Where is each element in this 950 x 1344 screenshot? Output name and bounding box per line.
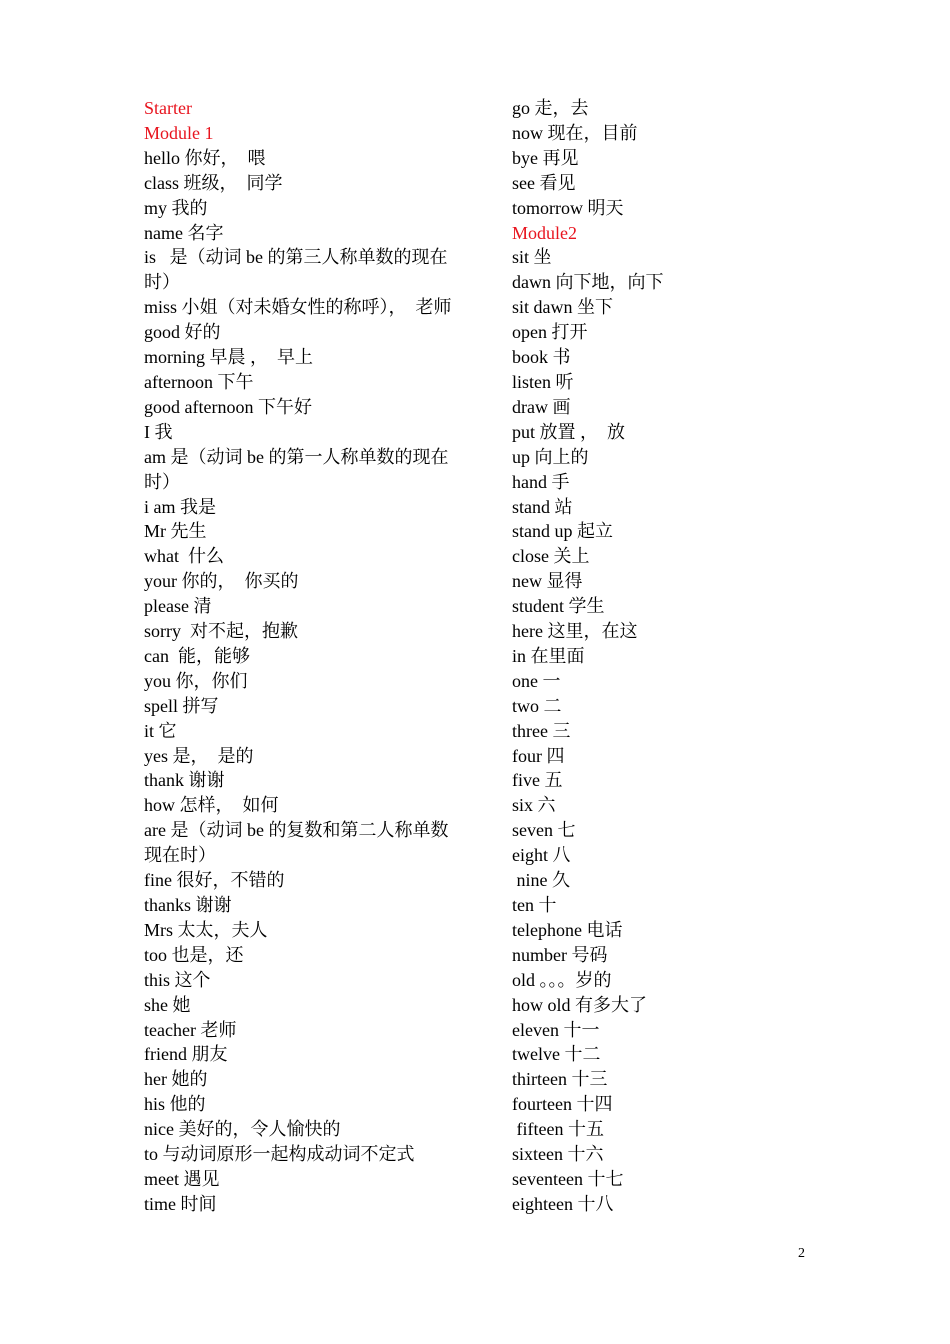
vocabulary-entry: six 六 [512, 795, 556, 816]
vocabulary-entry: two 二 [512, 695, 562, 716]
vocabulary-entry: close 关上 [512, 546, 590, 567]
vocabulary-entry: up 向上的 [512, 446, 589, 467]
vocabulary-entry: fine 很好，不错的 [144, 870, 285, 891]
vocabulary-entry: fourteen 十四 [512, 1094, 613, 1115]
vocabulary-entry: sorry 对不起，抱歉 [144, 621, 298, 642]
vocabulary-entry: nine 久 [512, 870, 570, 891]
vocabulary-entry: she 她 [144, 994, 191, 1015]
vocabulary-entry: fifteen 十五 [512, 1119, 604, 1140]
vocabulary-entry: twelve 十二 [512, 1044, 601, 1065]
vocabulary-entry: eight 八 [512, 845, 571, 866]
vocabulary-entry: hello 你好， 喂 [144, 147, 266, 168]
vocabulary-entry: see 看见 [512, 172, 576, 193]
vocabulary-entry: nice 美好的，令人愉快的 [144, 1119, 341, 1140]
vocabulary-entry: one 一 [512, 670, 561, 691]
page-number: 2 [798, 1246, 805, 1261]
vocabulary-entry: stand up 起立 [512, 521, 613, 542]
vocabulary-entry: telephone 电话 [512, 919, 623, 940]
vocabulary-entry: sixteen 十六 [512, 1144, 604, 1165]
vocabulary-entry: hand 手 [512, 471, 570, 492]
vocabulary-entry: can 能，能够 [144, 645, 250, 666]
vocabulary-entry: how old 有多大了 [512, 994, 647, 1015]
vocabulary-entry: meet 遇见 [144, 1168, 220, 1189]
vocabulary-entry: in 在里面 [512, 645, 585, 666]
vocabulary-entry: open 打开 [512, 322, 588, 343]
vocabulary-entry: good 好的 [144, 322, 221, 343]
vocabulary-entry: stand 站 [512, 496, 573, 517]
vocabulary-entry: four 四 [512, 745, 565, 766]
vocabulary-entry: Mrs 太太，夫人 [144, 919, 268, 940]
vocabulary-entry: seventeen 十七 [512, 1168, 624, 1189]
vocabulary-entry: number 号码 [512, 944, 608, 965]
section-heading: Starter [144, 98, 192, 118]
vocabulary-entry: here 这里，在这 [512, 621, 638, 642]
vocabulary-entry: time 时间 [144, 1193, 217, 1214]
vocabulary-entry: please 清 [144, 596, 212, 617]
vocabulary-entry: spell 拼写 [144, 695, 219, 716]
vocabulary-entry: yes 是， 是的 [144, 745, 254, 766]
vocabulary-entry: student 学生 [512, 596, 605, 617]
vocabulary-entry: i am 我是 [144, 496, 216, 517]
vocabulary-entry: go 走，去 [512, 98, 589, 118]
vocabulary-entry: her 她的 [144, 1069, 208, 1090]
vocabulary-entry: to 与动词原形一起构成动词不定式 [144, 1144, 415, 1165]
vocabulary-entry: afternoon 下午 [144, 371, 254, 392]
vocabulary-entry: sit 坐 [512, 247, 552, 268]
vocabulary-entry: class 班级， 同学 [144, 172, 283, 193]
vocabulary-entry: tomorrow 明天 [512, 197, 624, 218]
vocabulary-entry: old 。。。岁的 [512, 969, 612, 990]
vocabulary-entry: five 五 [512, 770, 563, 791]
vocabulary-entry: what 什么 [144, 546, 224, 567]
vocabulary-entry: am 是（动词 be 的第一人称单数的现在 [144, 446, 449, 467]
vocabulary-entry: is 是（动词 be 的第三人称单数的现在 [144, 247, 448, 268]
vocabulary-entry: your 你的， 你买的 [144, 571, 299, 592]
vocabulary-entry: 现在时） [144, 845, 216, 866]
vocabulary-entry: teacher 老师 [144, 1019, 237, 1040]
vocabulary-entry: morning 早晨 ， 早上 [144, 347, 313, 368]
vocabulary-entry: three 三 [512, 720, 571, 741]
vocabulary-entry: miss 小姐（对未婚女性的称呼）， 老师 [144, 297, 452, 318]
vocabulary-column-left [144, 96, 464, 1217]
vocabulary-entry: book 书 [512, 347, 571, 368]
vocabulary-entry: 时） [144, 272, 180, 293]
vocabulary-entry: my 我的 [144, 197, 208, 218]
vocabulary-entry: thanks 谢谢 [144, 895, 232, 915]
vocabulary-entry: his 他的 [144, 1094, 206, 1115]
vocabulary-entry: now 现在，目前 [512, 122, 638, 143]
vocabulary-entry: good afternoon 下午好 [144, 396, 312, 417]
vocabulary-entry: seven 七 [512, 820, 576, 841]
vocabulary-entry: name 名字 [144, 222, 224, 243]
vocabulary-entry: 时） [144, 471, 180, 492]
vocabulary-entry: sit dawn 坐下 [512, 297, 613, 318]
vocabulary-entry: new 显得 [512, 571, 583, 592]
vocabulary-entry: too 也是，还 [144, 944, 244, 965]
section-heading: Module2 [512, 222, 577, 243]
vocabulary-entry: draw 画 [512, 396, 571, 417]
vocabulary-entry: I 我 [144, 421, 173, 442]
vocabulary-entry: friend 朋友 [144, 1044, 228, 1065]
vocabulary-entry: eleven 十一 [512, 1019, 600, 1040]
vocabulary-entry: bye 再见 [512, 147, 579, 168]
vocabulary-entry: Mr 先生 [144, 521, 207, 542]
vocabulary-entry: dawn 向下地，向下 [512, 272, 664, 293]
vocabulary-entry: it 它 [144, 720, 177, 741]
vocabulary-entry: how 怎样， 如何 [144, 795, 279, 816]
section-heading: Module 1 [144, 122, 214, 143]
vocabulary-column-right [512, 96, 852, 1217]
vocabulary-entry: eighteen 十八 [512, 1193, 614, 1214]
vocabulary-entry: put 放置 ， 放 [512, 421, 626, 442]
vocabulary-entry: you 你，你们 [144, 670, 248, 691]
vocabulary-entry: thank 谢谢 [144, 770, 225, 791]
vocabulary-entry: ten 十 [512, 895, 557, 915]
vocabulary-entry: listen 听 [512, 371, 574, 392]
vocabulary-entry: this 这个 [144, 969, 211, 990]
vocabulary-entry: thirteen 十三 [512, 1069, 608, 1090]
vocabulary-entry: are 是（动词 be 的复数和第二人称单数 [144, 820, 449, 841]
